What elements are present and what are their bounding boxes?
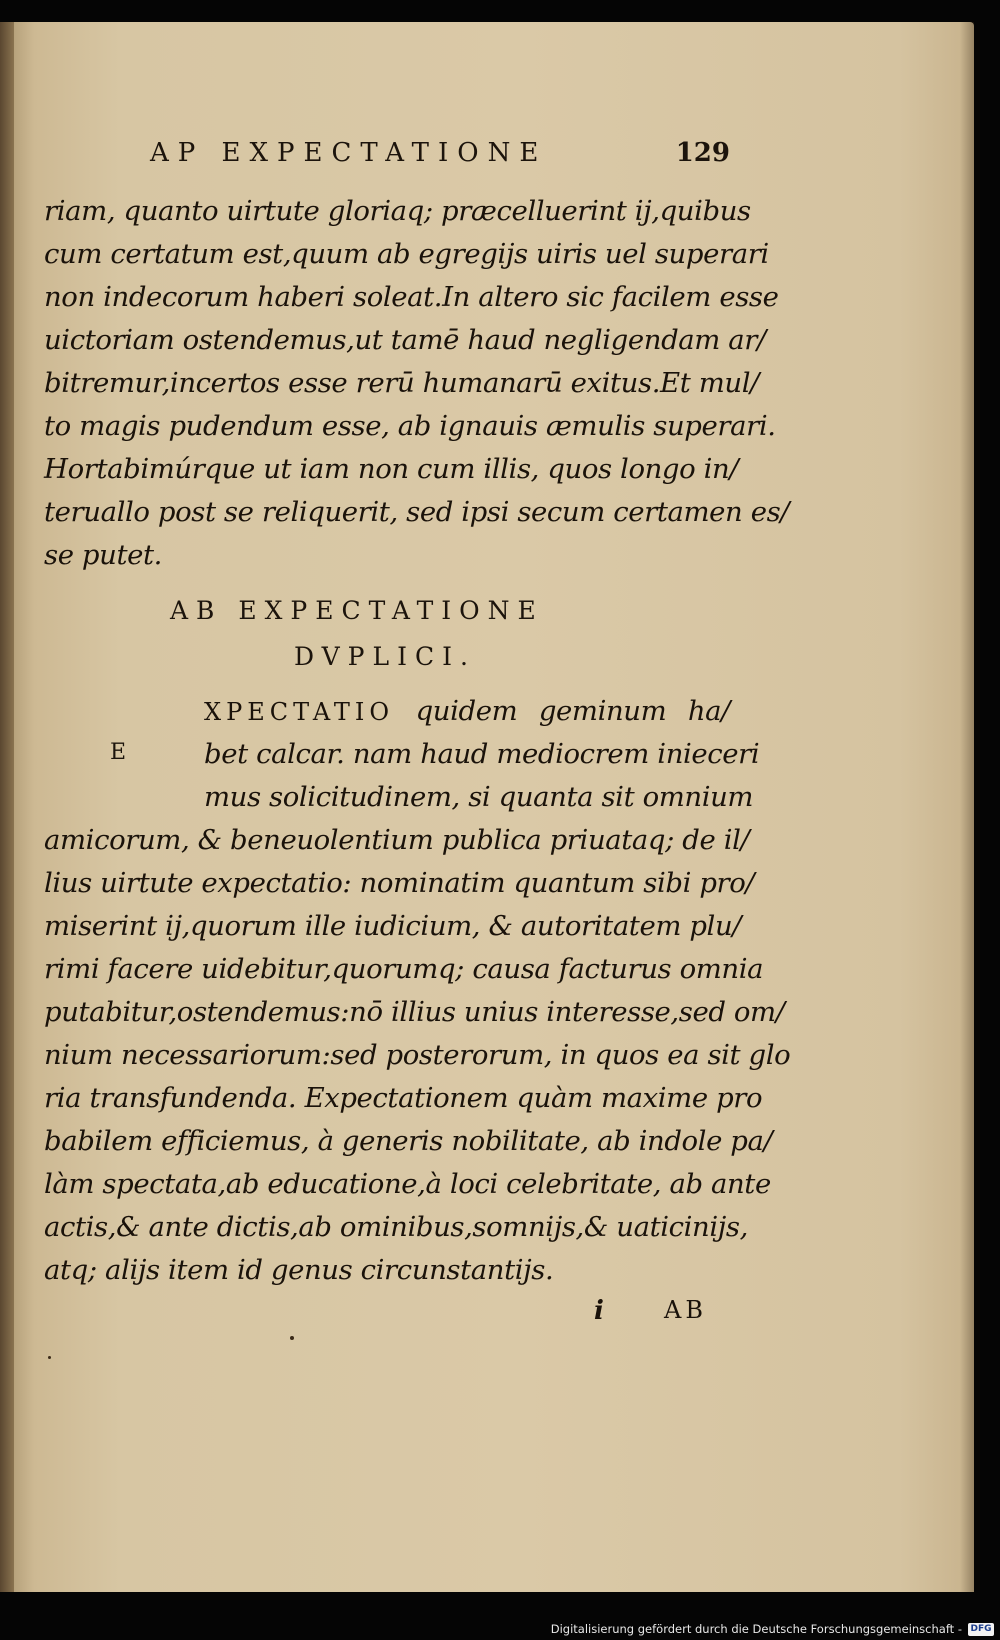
drop-initial: E <box>110 740 127 765</box>
section-heading-line-2: DVPLICI. <box>294 642 476 671</box>
first-word-caps: XPECTATIO <box>204 698 394 726</box>
text-line: nium necessariorum:sed posterorum, in quos ea sit glo <box>44 1039 791 1071</box>
text-line: cum certatum est,quum ab egregijs uiris uel superari <box>44 238 769 270</box>
text-line: teruallo post se reliquerit, sed ipsi secum certamen es/ <box>44 496 790 528</box>
first-line-rest: quidem geminum ha/ <box>415 695 731 727</box>
text-line: amicorum, & beneuolentium publica priuataq; de il/ <box>44 824 750 856</box>
signature-mark: i <box>594 1296 604 1326</box>
text-line: se putet. <box>44 539 162 571</box>
dfg-logo: DFG <box>968 1623 994 1636</box>
text-line: actis,& ante dictis,ab ominibus,somnijs,& uaticinijs, <box>44 1211 748 1243</box>
paper-speck <box>290 1336 294 1340</box>
text-line: putabitur,ostendemus:nō illius unius interesse,sed om/ <box>44 996 785 1028</box>
text-line: rimi facere uidebitur,quorumq; causa facturus omnia <box>44 953 764 985</box>
catchword: AB <box>664 1296 707 1324</box>
page-footer <box>578 1296 728 1336</box>
text-line: atq; alijs item id genus circunstantijs. <box>44 1254 554 1286</box>
paragraph-2 <box>44 819 791 1292</box>
text-line: làm spectata,ab educatione,à loci celebritate, ab ante <box>44 1168 771 1200</box>
text-line: ria transfundenda. Expectationem quàm maxime pro <box>44 1082 763 1114</box>
text-line: bitremur,incertos esse rerū humanarū exitus.Et mul/ <box>44 367 759 399</box>
page-gutter <box>0 22 14 1592</box>
text-line: non indecorum haberi soleat.In altero sic facilem esse <box>44 281 779 313</box>
text-line: lius uirtute expectatio: nominatim quantum sibi pro/ <box>44 867 755 899</box>
text-line: miserint ij,quorum ille iudicium, & autoritatem plu/ <box>44 910 742 942</box>
text-line: bet calcar. nam haud mediocrem inieceri <box>204 738 760 770</box>
text-line: to magis pudendum esse, ab ignauis æmulis superari. <box>44 410 776 442</box>
digitization-credit <box>0 1620 1000 1640</box>
text-line-first <box>204 690 730 733</box>
page-number: 129 <box>675 138 730 168</box>
credit-text: Digitalisierung gefördert durch die Deutsche Forschungsgemeinschaft - <box>550 1622 962 1636</box>
paragraph-2-indented <box>204 690 760 819</box>
running-head-title: AP EXPECTATIONE <box>150 138 548 168</box>
paper-speck <box>48 1356 51 1359</box>
text-line: babilem efficiemus, à generis nobilitate, ab indole pa/ <box>44 1125 773 1157</box>
text-line: Hortabimúrque ut iam non cum illis, quos longo in/ <box>44 453 739 485</box>
text-line: riam, quanto uirtute gloriaq; præcelluerint ij,quibus <box>44 195 751 227</box>
paragraph-1 <box>44 190 790 577</box>
section-heading-line-1: AB EXPECTATIONE <box>170 596 544 625</box>
running-head <box>150 138 730 178</box>
text-line: uictoriam ostendemus,ut tamē haud negligendam ar/ <box>44 324 766 356</box>
page-edge-shadow <box>960 22 974 1592</box>
text-line: mus solicitudinem, si quanta sit omnium <box>204 781 754 813</box>
